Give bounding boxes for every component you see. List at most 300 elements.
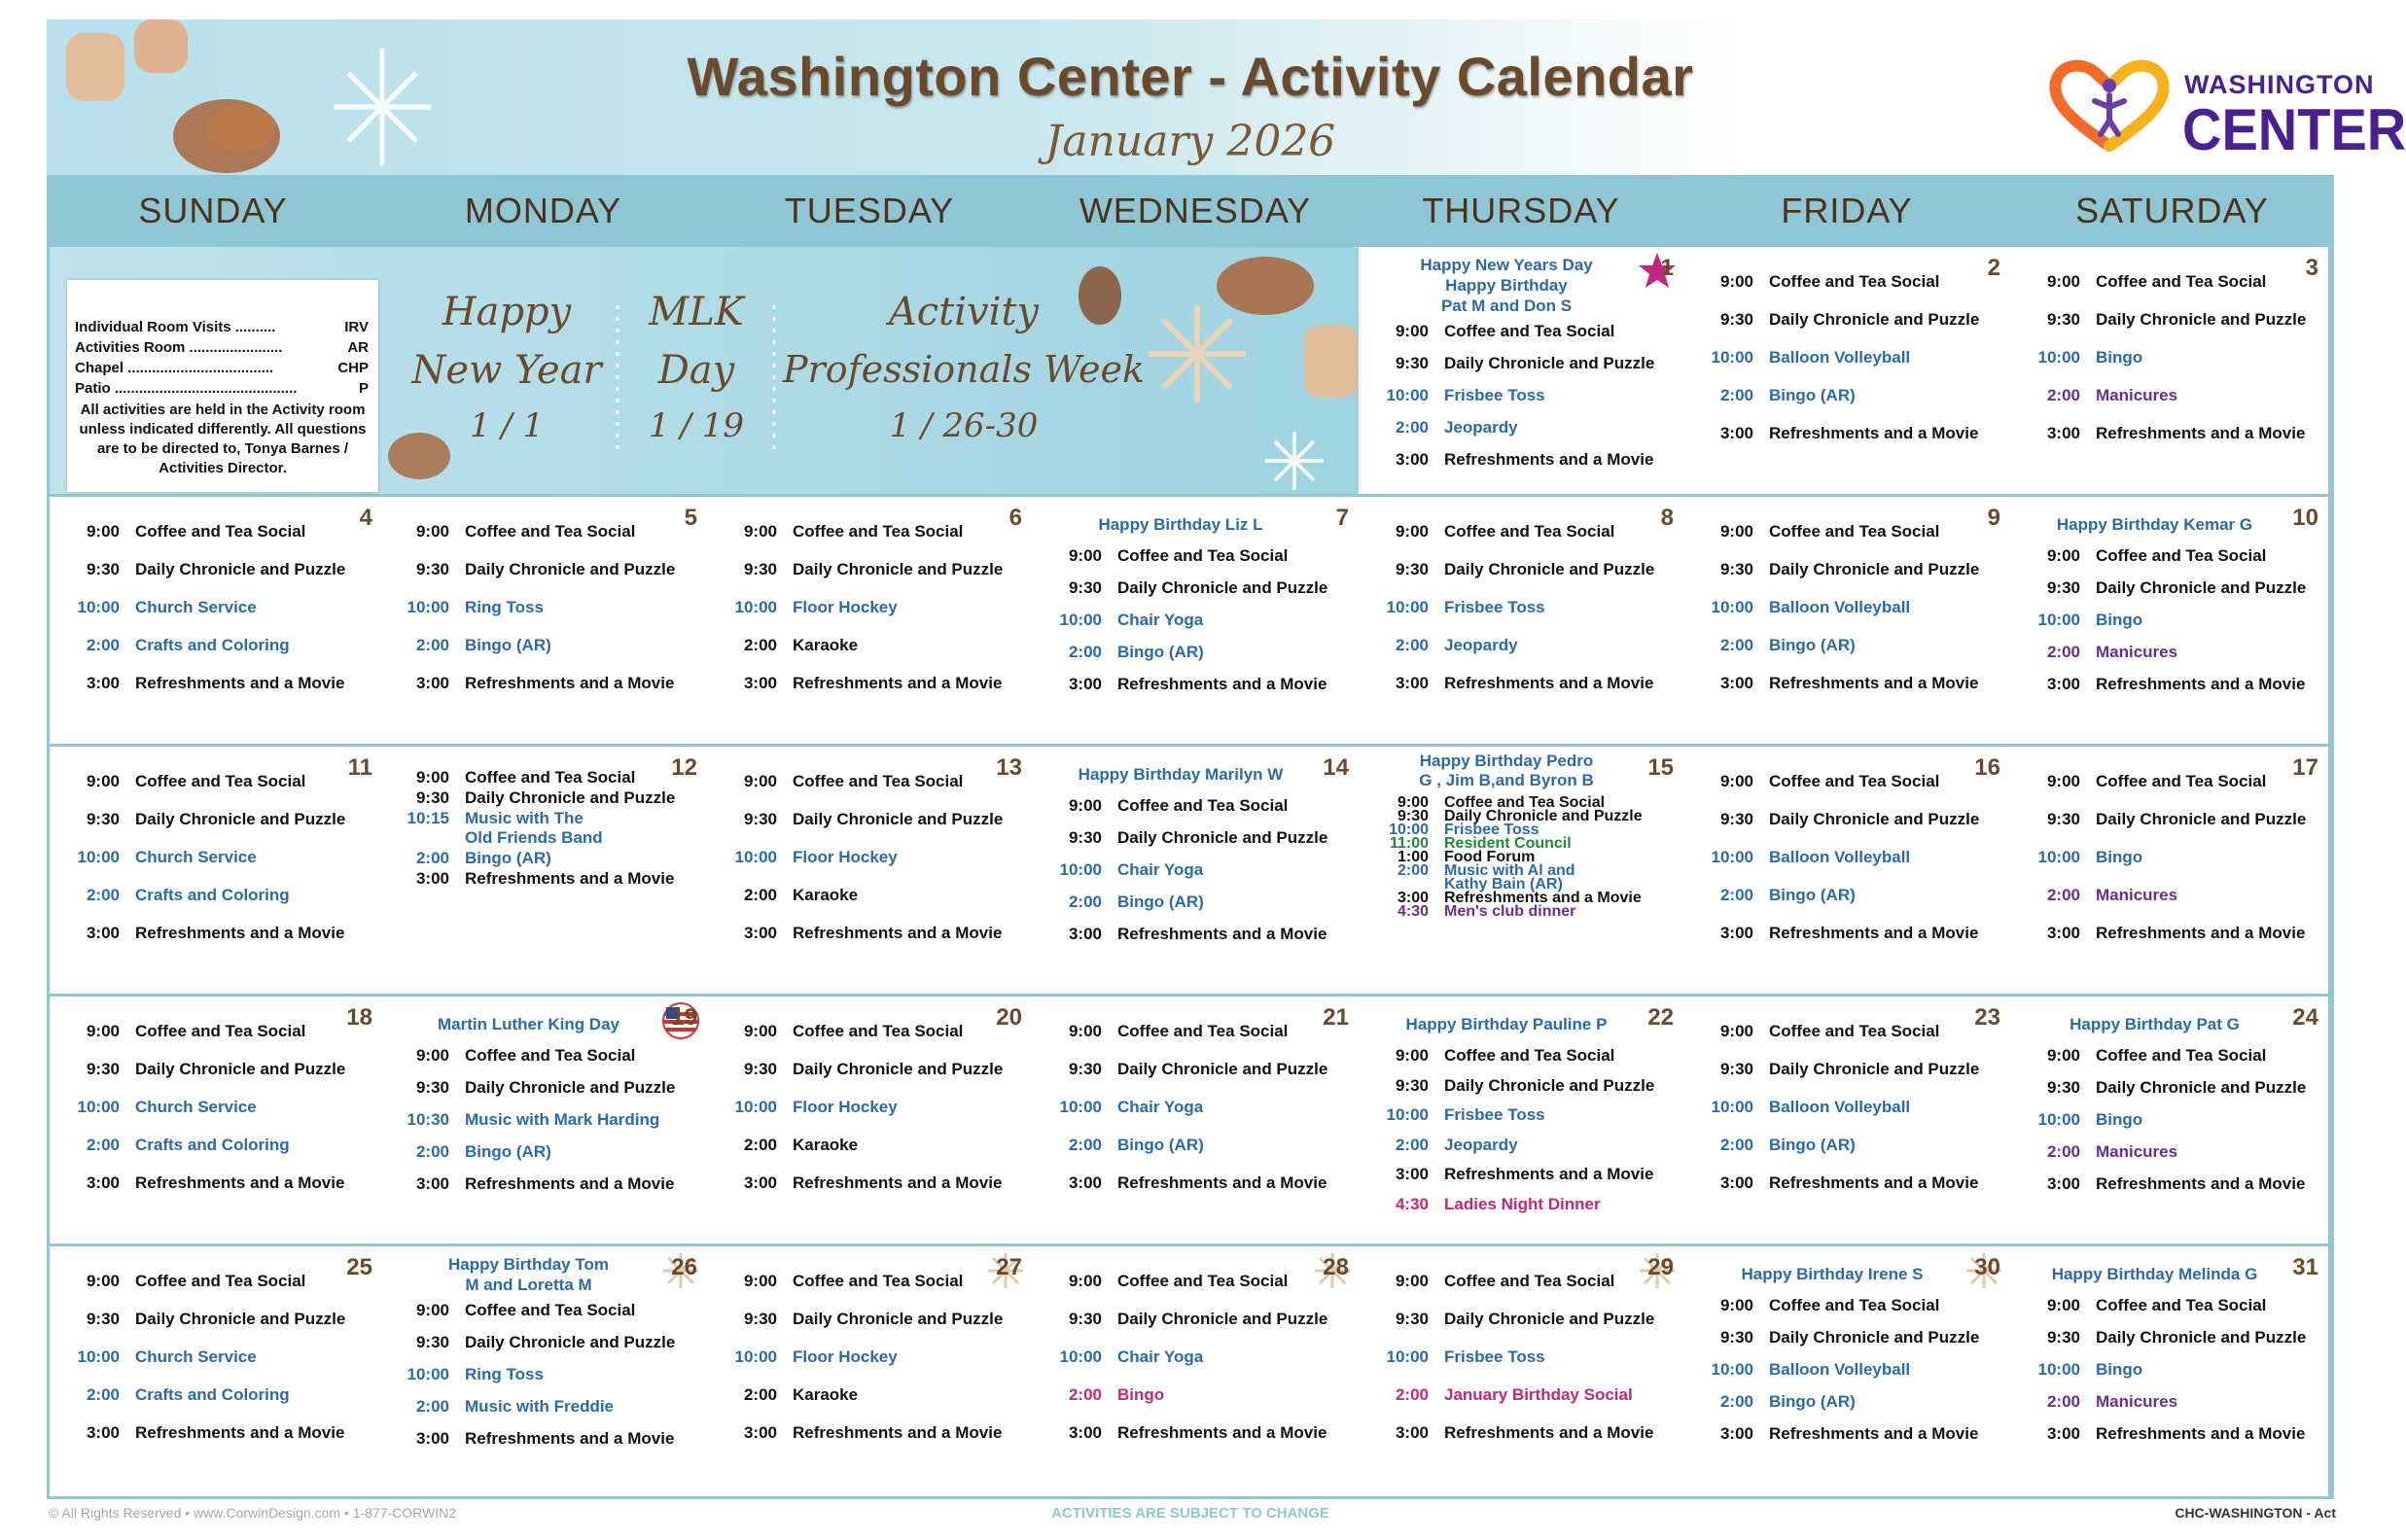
event-time: 9:30	[1068, 1060, 1102, 1078]
event-title: Refreshments and a Movie	[1444, 1165, 1654, 1183]
event-time: 10:00	[1711, 1360, 1753, 1379]
day-number: 7	[1335, 505, 1349, 531]
event-row	[1701, 810, 2000, 829]
birthday-headline: Happy Birthday Kemar G	[2056, 515, 2253, 534]
event-row	[1376, 522, 1674, 542]
event-row	[1701, 772, 2000, 791]
event-time: 10:00	[734, 1098, 777, 1116]
event-title: Refreshments and a Movie	[1444, 450, 1654, 469]
day-cell	[707, 1246, 1035, 1499]
event-time: 9:30	[1395, 560, 1429, 578]
day-number: 25	[346, 1254, 372, 1280]
event-title-continued: Kathy Bain (AR)	[1444, 876, 1563, 892]
day-number: 18	[346, 1004, 372, 1031]
location-legend	[67, 280, 378, 492]
banner-mlk-l1: MLK	[649, 290, 744, 334]
event-row	[397, 768, 697, 788]
event-row	[1701, 1328, 2000, 1348]
event-row	[1701, 310, 2000, 330]
event-time: 3:00	[415, 1429, 449, 1448]
event-time: 9:00	[2046, 272, 2080, 291]
day-cell	[2010, 497, 2331, 747]
day-number: 29	[1647, 1254, 1674, 1280]
event-time: 10:00	[734, 848, 777, 866]
event-time: 9:00	[415, 768, 449, 787]
event-row	[1376, 1105, 1674, 1125]
event-title: Ring Toss	[465, 598, 544, 616]
event-title: Refreshments and a Movie	[1117, 1423, 1327, 1442]
event-time: 9:00	[1719, 1296, 1753, 1314]
weekday-monday: MONDAY	[464, 191, 622, 230]
event-time: 10:00	[1386, 598, 1429, 616]
event-row	[1049, 1098, 1349, 1117]
day-number: 11	[347, 754, 372, 781]
day-number: 9	[1987, 505, 2000, 531]
event-time: 10:00	[1059, 1348, 1102, 1366]
event-row	[1049, 546, 1349, 566]
event-time: 2:00	[2046, 643, 2080, 661]
event-title: Refreshments and a Movie	[465, 674, 675, 692]
event-time: 10:00	[77, 1348, 120, 1366]
birthday-headline: Martin Luther King Day	[437, 1015, 619, 1033]
event-row	[2028, 348, 2318, 368]
event-time: 3:00	[2046, 924, 2080, 942]
event-row	[1701, 1424, 2000, 1444]
event-time: 2:00	[415, 1397, 449, 1416]
event-time: 3:00	[2046, 675, 2080, 693]
event-time: 2:00	[1068, 643, 1102, 661]
event-row	[1376, 1046, 1674, 1066]
birthday-headline: Happy Birthday Pauline P	[1405, 1015, 1608, 1033]
event-title: Coffee and Tea Social	[1444, 322, 1615, 340]
event-time: 9:00	[1719, 272, 1753, 291]
event-time: 10:00	[734, 598, 777, 616]
event-time: 9:30	[1719, 1328, 1753, 1347]
legend-row-irv: Individual Room Visits .......... IRV	[75, 319, 369, 335]
event-time: 9:30	[2046, 310, 2080, 329]
footer-code: CHC-WASHINGTON - Act	[2175, 1505, 2336, 1521]
event-title: Jeopardy	[1444, 1135, 1518, 1154]
day-cell	[1359, 997, 1686, 1246]
event-time: 2:00	[1395, 418, 1429, 437]
event-row	[67, 1060, 372, 1079]
event-time: 3:00	[743, 674, 777, 692]
event-time: 9:30	[1395, 1075, 1429, 1095]
event-title: Food Forum	[1444, 849, 1536, 865]
event-row	[725, 1272, 1022, 1291]
day-number: 21	[1323, 1004, 1349, 1031]
event-row	[1701, 924, 2000, 943]
event-time: 9:30	[1397, 808, 1429, 824]
event-time: 10:00	[1059, 1098, 1102, 1116]
banner-cell	[50, 247, 1363, 497]
event-title: Daily Chronicle and Puzzle	[1769, 810, 1980, 828]
event-time: 10:00	[2037, 1110, 2080, 1129]
event-row	[1049, 1272, 1349, 1291]
event-row	[67, 1348, 372, 1367]
event-title: Daily Chronicle and Puzzle	[1117, 1310, 1328, 1328]
event-row	[725, 924, 1022, 943]
event-title: Manicures	[2096, 1392, 2178, 1411]
event-time: 10:00	[1059, 611, 1102, 629]
day-cell	[1683, 497, 2013, 747]
event-title: Music with Mark Harding	[465, 1110, 660, 1129]
event-row	[1701, 1098, 2000, 1117]
event-title: Floor Hockey	[793, 848, 898, 866]
event-title: Bingo (AR)	[465, 636, 551, 654]
day-cell	[1683, 997, 2013, 1246]
event-title: Bingo (AR)	[1769, 886, 1856, 904]
event-time: 10:00	[734, 1348, 777, 1366]
event-time: 9:00	[86, 1272, 120, 1290]
event-title: Daily Chronicle and Puzzle	[793, 810, 1004, 828]
event-time: 3:00	[743, 924, 777, 942]
event-time: 10:00	[1386, 1348, 1429, 1366]
event-time: 9:30	[415, 1333, 449, 1351]
event-time: 2:00	[1395, 636, 1429, 654]
event-row	[67, 1136, 372, 1155]
event-title: Coffee and Tea Social	[1769, 772, 1940, 790]
event-title: Chair Yoga	[1117, 611, 1204, 629]
event-row	[397, 1429, 697, 1449]
event-time: 2:00	[1395, 1385, 1429, 1404]
event-title: Daily Chronicle and Puzzle	[1769, 1060, 1980, 1078]
event-title: Refreshments and a Movie	[135, 924, 345, 942]
event-row	[2028, 272, 2318, 292]
event-time: 9:00	[86, 522, 120, 541]
event-title: Refreshments and a Movie	[2096, 1174, 2306, 1193]
event-row	[397, 1365, 697, 1384]
event-title: Balloon Volleyball	[1769, 348, 1911, 367]
event-row	[397, 1110, 697, 1130]
birthday-headline: Happy Birthday Pedro	[1419, 752, 1594, 770]
event-row	[67, 1310, 372, 1329]
banner-apw-l2: Professionals Week	[782, 348, 1146, 391]
event-row	[2028, 772, 2318, 791]
event-row	[1701, 1392, 2000, 1412]
event-time: 9:00	[2046, 546, 2080, 565]
day-cell	[1683, 1246, 2013, 1499]
weekday-tuesday: TUESDAY	[784, 191, 955, 230]
event-title: Coffee and Tea Social	[2096, 272, 2267, 291]
event-time: 3:00	[415, 869, 449, 888]
event-time: 9:00	[1395, 1046, 1429, 1065]
event-title: Daily Chronicle and Puzzle	[1444, 354, 1655, 372]
event-row	[1701, 1060, 2000, 1079]
event-title: Coffee and Tea Social	[1117, 796, 1289, 815]
event-title: Bingo (AR)	[1117, 1136, 1204, 1154]
event-row	[1701, 598, 2000, 617]
event-time: 9:30	[743, 560, 777, 578]
event-time: 10:15	[407, 809, 449, 827]
event-time: 9:00	[415, 1046, 449, 1065]
event-time: 2:00	[2046, 886, 2080, 904]
event-row	[2028, 386, 2318, 405]
day-cell	[379, 1246, 710, 1499]
event-title: Bingo	[2096, 348, 2143, 367]
day-cell	[1032, 997, 1362, 1246]
birthday-headline: M and Loretta M	[465, 1276, 592, 1294]
event-time: 2:00	[1719, 886, 1753, 904]
event-row	[397, 1333, 697, 1352]
day-number: 13	[996, 754, 1022, 781]
banner-newyear-l2: New Year	[411, 348, 602, 393]
event-time: 3:00	[1395, 450, 1429, 469]
weekday-thursday: THURSDAY	[1422, 191, 1620, 230]
event-title: Refreshments and a Movie	[1117, 925, 1327, 943]
event-row	[1376, 418, 1674, 438]
event-row	[2028, 848, 2318, 867]
event-title: Refreshments and a Movie	[465, 869, 675, 888]
event-title: Coffee and Tea Social	[2096, 546, 2267, 565]
event-time: 3:00	[1719, 424, 1753, 442]
event-row	[725, 1348, 1022, 1367]
month-label: January 2026	[1044, 117, 1336, 166]
event-title: Coffee and Tea Social	[1444, 1046, 1615, 1065]
event-title: Bingo	[1117, 1385, 1165, 1404]
event-title: Balloon Volleyball	[1769, 848, 1911, 866]
birthday-headline: Pat M and Don S	[1440, 297, 1573, 315]
event-time: 3:00	[1719, 1424, 1753, 1443]
day-cell	[1359, 497, 1686, 747]
event-title: Crafts and Coloring	[135, 1385, 290, 1404]
event-time: 9:30	[1068, 828, 1102, 847]
event-time: 9:30	[415, 560, 449, 578]
event-title: Refreshments and a Movie	[793, 674, 1003, 692]
event-title: Daily Chronicle and Puzzle	[1117, 828, 1328, 847]
event-time: 9:30	[1068, 1310, 1102, 1328]
event-row	[397, 1397, 697, 1417]
event-title: Daily Chronicle and Puzzle	[2096, 810, 2307, 828]
event-time: 9:00	[1397, 794, 1429, 811]
day-number: 4	[359, 505, 372, 531]
event-title: Daily Chronicle and Puzzle	[1444, 560, 1655, 578]
event-row	[2028, 1078, 2318, 1098]
event-title: Daily Chronicle and Puzzle	[465, 788, 676, 807]
event-time: 3:00	[1068, 1173, 1102, 1192]
event-time: 9:30	[86, 560, 120, 578]
event-time: 10:30	[407, 1110, 449, 1129]
event-title: Daily Chronicle and Puzzle	[135, 810, 346, 828]
event-row	[1701, 848, 2000, 867]
event-row	[67, 636, 372, 655]
event-row	[67, 598, 372, 617]
event-title: Manicures	[2096, 886, 2178, 904]
event-time: 9:00	[2046, 1296, 2080, 1314]
event-row	[2028, 1142, 2318, 1162]
event-time: 9:30	[743, 1060, 777, 1078]
event-time: 9:30	[86, 1310, 120, 1328]
event-row	[397, 560, 697, 579]
event-row	[2028, 1296, 2318, 1315]
event-row	[2028, 675, 2318, 694]
event-row	[1376, 1076, 1674, 1096]
event-title: Refreshments and a Movie	[1444, 674, 1654, 692]
event-title: Chair Yoga	[1117, 860, 1204, 879]
event-row	[1049, 643, 1349, 662]
event-row	[397, 809, 697, 828]
day-number: 24	[2292, 1004, 2318, 1031]
event-row	[1376, 1310, 1674, 1329]
event-time: 3:00	[1719, 924, 1753, 942]
event-row	[397, 788, 697, 808]
event-title: Coffee and Tea Social	[465, 1046, 636, 1065]
event-time: 2:00	[86, 636, 120, 654]
event-row	[1049, 892, 1349, 912]
event-title: Floor Hockey	[793, 1098, 898, 1116]
event-title: Refreshments and a Movie	[793, 924, 1003, 942]
event-time: 9:00	[1395, 322, 1429, 340]
event-title: Ladies Night Dinner	[1444, 1194, 1601, 1213]
event-title: Coffee and Tea Social	[1769, 1022, 1940, 1040]
event-title: Daily Chronicle and Puzzle	[465, 560, 676, 578]
event-title: Crafts and Coloring	[135, 886, 290, 904]
event-row	[1376, 560, 1674, 579]
event-title: Refreshments and a Movie	[2096, 424, 2306, 442]
event-time: 10:00	[2037, 348, 2080, 367]
event-title: Refreshments and a Movie	[1117, 675, 1327, 693]
event-title: Refreshments and a Movie	[1444, 1423, 1654, 1442]
event-row	[397, 1174, 697, 1194]
event-title: Music with Freddie	[465, 1397, 615, 1416]
day-number: 26	[671, 1254, 697, 1280]
event-time: 10:00	[77, 1098, 120, 1116]
legend-row-ar: Activities Room ....................... AR	[75, 339, 369, 356]
day-cell	[707, 997, 1035, 1246]
event-title: Bingo	[2096, 1110, 2143, 1129]
banner-apw-l1: Activity	[888, 290, 1040, 334]
event-time: 9:30	[86, 1060, 120, 1078]
event-time: 2:00	[743, 1136, 777, 1154]
event-row	[725, 1136, 1022, 1155]
event-time: 9:00	[743, 772, 777, 790]
event-row	[725, 810, 1022, 829]
event-row	[725, 772, 1022, 791]
calendar-header	[47, 19, 2406, 175]
event-row	[725, 1098, 1022, 1117]
event-time: 3:00	[86, 674, 120, 692]
event-row	[1049, 1060, 1349, 1079]
event-row	[1376, 674, 1674, 693]
day-number: 30	[1974, 1254, 2000, 1280]
event-title: Daily Chronicle and Puzzle	[1444, 808, 1643, 824]
event-title: Coffee and Tea Social	[135, 772, 306, 790]
day-cell	[1359, 1246, 1686, 1499]
event-time: 9:30	[415, 788, 449, 807]
event-row	[67, 1022, 372, 1041]
event-row	[1701, 1022, 2000, 1041]
event-row	[1376, 1272, 1674, 1291]
day-number: 28	[1323, 1254, 1349, 1280]
event-title: Balloon Volleyball	[1769, 1098, 1911, 1116]
event-row	[397, 869, 697, 889]
event-title: Refreshments and a Movie	[465, 1174, 675, 1193]
event-row	[725, 560, 1022, 579]
event-time: 10:00	[2037, 1360, 2080, 1379]
event-time: 9:00	[1068, 796, 1102, 815]
event-title: Coffee and Tea Social	[793, 1022, 964, 1040]
event-title: Daily Chronicle and Puzzle	[465, 1333, 676, 1351]
event-title: Refreshments and a Movie	[1769, 1173, 1979, 1192]
event-time: 3:00	[1397, 890, 1429, 906]
event-title: Church Service	[135, 1348, 257, 1366]
day-number: 10	[2292, 505, 2318, 531]
event-title: Coffee and Tea Social	[465, 1301, 636, 1319]
event-time: 9:00	[743, 1022, 777, 1040]
event-row	[2028, 1046, 2318, 1066]
event-title: Coffee and Tea Social	[1769, 1296, 1940, 1314]
event-time: 10:00	[407, 598, 449, 616]
event-title: Frisbee Toss	[1444, 1348, 1545, 1366]
event-row	[1701, 1360, 2000, 1380]
event-title: Karaoke	[793, 636, 859, 654]
event-title: Daily Chronicle and Puzzle	[1117, 578, 1328, 597]
event-title: Refreshments and a Movie	[135, 674, 345, 692]
day-number: 1	[1660, 255, 1674, 281]
event-time: 9:00	[743, 522, 777, 541]
day-number: 31	[2292, 1254, 2318, 1280]
birthday-headline: Happy Birthday Liz L	[1098, 515, 1263, 534]
event-row	[725, 1060, 1022, 1079]
birthday-headline: Happy Birthday Melinda G	[2051, 1265, 2258, 1283]
event-row	[725, 1385, 1022, 1405]
event-time: 9:00	[743, 1272, 777, 1290]
event-time: 10:00	[1059, 860, 1102, 879]
event-row	[725, 636, 1022, 655]
event-title: Coffee and Tea Social	[1769, 272, 1940, 291]
event-title: Frisbee Toss	[1444, 386, 1545, 404]
event-title: Refreshments and a Movie	[135, 1173, 345, 1192]
event-row	[397, 522, 697, 542]
event-time: 3:00	[1719, 674, 1753, 692]
event-row	[1701, 1173, 2000, 1193]
event-time: 9:00	[1068, 1272, 1102, 1290]
event-title: Coffee and Tea Social	[465, 522, 636, 541]
event-title: Daily Chronicle and Puzzle	[1444, 1310, 1655, 1328]
event-row	[1049, 578, 1349, 598]
banner-mlk-l2: Day	[657, 348, 735, 393]
event-title: Chair Yoga	[1117, 1098, 1204, 1116]
event-row	[725, 1022, 1022, 1041]
event-title: Balloon Volleyball	[1769, 598, 1911, 616]
event-title: Refreshments and a Movie	[1444, 890, 1642, 906]
event-title: Coffee and Tea Social	[793, 522, 964, 541]
weekday-wednesday: WEDNESDAY	[1079, 191, 1312, 230]
event-row	[1376, 1195, 1674, 1214]
day-number: 3	[2305, 255, 2318, 281]
legend-row-chp: Chapel .................................... CHP	[75, 360, 369, 376]
event-time: 10:00	[1711, 598, 1753, 616]
day-cell	[50, 497, 385, 747]
event-time: 9:00	[1719, 1022, 1753, 1040]
day-cell	[50, 997, 385, 1246]
event-time: 3:00	[1068, 1423, 1102, 1442]
event-row	[1701, 424, 2000, 443]
birthday-headline: Happy Birthday	[1445, 276, 1568, 295]
day-number: 15	[1647, 754, 1674, 781]
day-cell	[2010, 747, 2331, 997]
event-row	[1701, 560, 2000, 579]
event-time: 3:00	[86, 924, 120, 942]
event-row	[725, 1423, 1022, 1443]
event-title: Manicures	[2096, 386, 2178, 404]
event-time: 9:30	[1719, 560, 1753, 578]
event-row	[67, 560, 372, 579]
legend-row-p: Patio ............................................. P	[75, 380, 369, 397]
event-time: 2:00	[415, 849, 449, 867]
event-title: Coffee and Tea Social	[1769, 522, 1940, 541]
event-title: Daily Chronicle and Puzzle	[1769, 560, 1980, 578]
